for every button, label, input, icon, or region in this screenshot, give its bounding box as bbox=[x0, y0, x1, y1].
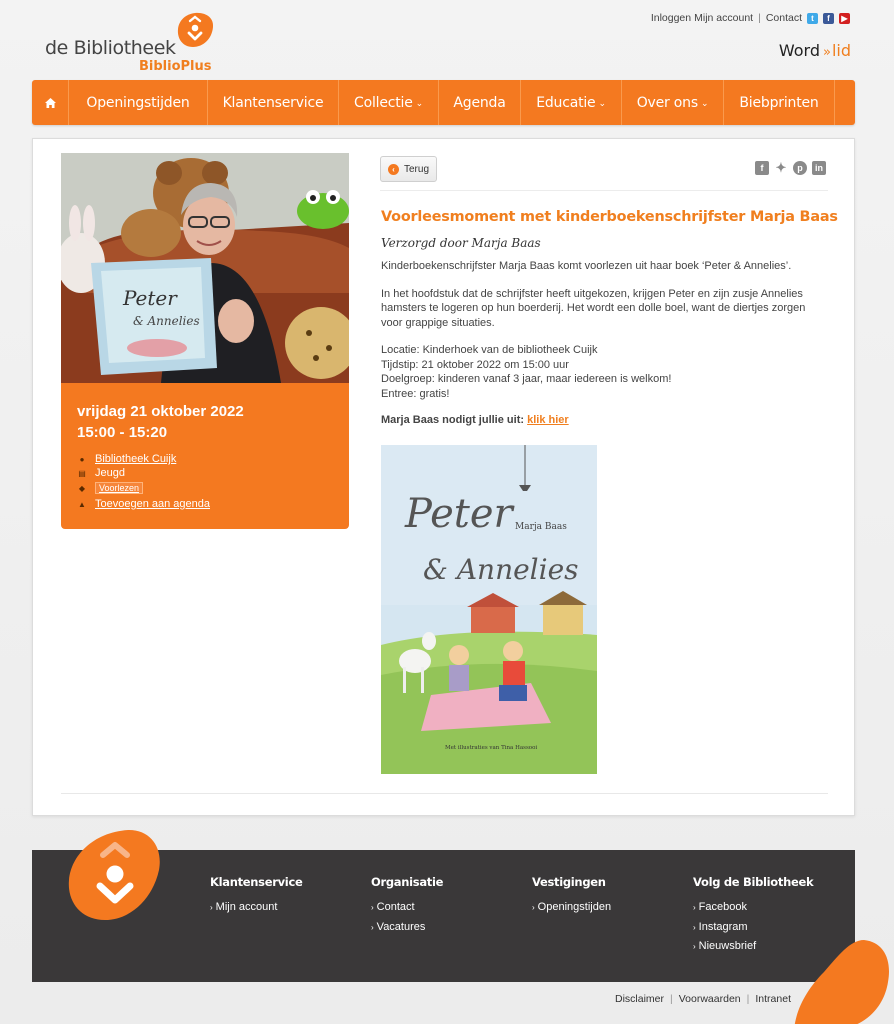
audience-icon: ▤ bbox=[78, 468, 86, 478]
nav-item-over-ons[interactable] bbox=[622, 80, 724, 125]
twitter-icon[interactable]: t bbox=[807, 13, 818, 24]
facebook-icon[interactable]: f bbox=[823, 13, 834, 24]
divider: | bbox=[670, 993, 673, 1005]
invite-line bbox=[381, 414, 821, 426]
invite-link[interactable]: klik hier bbox=[527, 414, 569, 426]
article-content bbox=[381, 207, 838, 426]
calendar-add-icon: ▲ bbox=[78, 499, 86, 509]
event-time-text: 15:00 - 15:20 bbox=[77, 424, 168, 441]
info-entry: Entree: gratis! bbox=[381, 387, 450, 400]
footer-link-label: Vacatures bbox=[376, 920, 426, 933]
invite-text: Marja Baas nodigt jullie uit: bbox=[381, 414, 525, 426]
nav-label: Over ons bbox=[636, 94, 698, 111]
footer-link[interactable] bbox=[371, 918, 443, 938]
footer-link-label: Contact bbox=[376, 901, 415, 913]
footer-col-title: Organisatie bbox=[371, 875, 444, 889]
article-subtitle: Verzorgd door Marja Baas bbox=[381, 236, 541, 250]
book-title-line2: & Annelies bbox=[423, 553, 579, 586]
double-arrow-icon: » bbox=[822, 45, 831, 60]
disclaimer-link[interactable]: Disclaimer bbox=[615, 993, 665, 1005]
chevron-right-icon: › bbox=[371, 903, 374, 912]
divider: | bbox=[758, 12, 761, 24]
nav-label: Openingstijden bbox=[86, 94, 190, 111]
footer-link-label: Openingstijden bbox=[537, 901, 612, 913]
nav-label: Educatie bbox=[536, 94, 596, 111]
divider bbox=[61, 793, 828, 794]
divider: | bbox=[746, 993, 750, 1005]
bottom-links bbox=[615, 993, 791, 1005]
footer-link[interactable] bbox=[210, 898, 302, 918]
footer-col-vestigingen bbox=[532, 875, 611, 918]
info-location: Locatie: Kinderhoek van de bibliotheek Cuijk bbox=[381, 344, 598, 356]
nav-item-agenda[interactable] bbox=[439, 80, 521, 125]
event-location bbox=[77, 453, 176, 465]
house-icon bbox=[44, 97, 57, 109]
my-account-link[interactable]: Mijn account bbox=[694, 12, 754, 24]
svg-text:& Annelies: & Annelies bbox=[133, 314, 200, 328]
chevron-right-icon: › bbox=[210, 903, 213, 912]
nav-label: Collectie bbox=[354, 94, 413, 111]
footer-link-label: Facebook bbox=[698, 901, 747, 913]
article-intro: Kinderboekenschrijfster Marja Baas komt voorlezen uit haar boek ‘Peter & Annelies’. bbox=[381, 260, 792, 272]
audience-text: Jeugd bbox=[95, 467, 125, 479]
footer bbox=[32, 850, 855, 982]
location-link[interactable]: Bibliotheek Cuijk bbox=[95, 453, 177, 465]
svg-text:Peter: Peter bbox=[123, 286, 177, 310]
share-buttons bbox=[755, 161, 826, 175]
back-arrow-icon: ‹ bbox=[388, 164, 399, 175]
footer-link[interactable] bbox=[532, 898, 611, 918]
contact-link[interactable]: Contact bbox=[765, 12, 802, 24]
home-icon[interactable] bbox=[32, 80, 69, 125]
youtube-icon[interactable]: ▶ bbox=[839, 13, 850, 24]
terms-link[interactable]: Voorwaarden bbox=[678, 993, 741, 1005]
event-date-text: vrijdag 21 oktober 2022 bbox=[77, 403, 244, 420]
library-logo[interactable] bbox=[45, 12, 220, 76]
logo-subtitle: BiblioPlus bbox=[139, 59, 212, 74]
library-logo-icon bbox=[67, 828, 163, 922]
login-link[interactable]: Inloggen bbox=[650, 12, 692, 24]
article-title: Voorleesmoment met kinderboekenschrijfster Marja Baas bbox=[381, 209, 838, 225]
chevron-right-icon: › bbox=[693, 942, 696, 951]
chevron-right-icon: › bbox=[693, 903, 696, 912]
nav-item-openingstijden[interactable] bbox=[69, 80, 208, 125]
book-author: Marja Baas bbox=[515, 522, 567, 532]
twitter-icon[interactable]: ✦ bbox=[775, 160, 787, 175]
nav-label: Agenda bbox=[453, 94, 506, 111]
footer-link-label: Nieuwsbrief bbox=[698, 940, 757, 952]
nav-label: Klantenservice bbox=[222, 94, 324, 111]
event-card bbox=[61, 153, 349, 529]
become-member-link[interactable] bbox=[779, 41, 851, 60]
top-links bbox=[651, 12, 850, 24]
footer-col-title: Klantenservice bbox=[210, 875, 303, 889]
event-add-to-calendar bbox=[77, 498, 210, 510]
chevron-right-icon: › bbox=[693, 922, 696, 932]
footer-col-title: Volg de Bibliotheek bbox=[693, 875, 814, 889]
linkedin-icon[interactable]: in bbox=[812, 161, 826, 175]
nav-item-klantenservice[interactable] bbox=[208, 80, 339, 125]
footer-link[interactable] bbox=[371, 898, 443, 918]
become-member-lid: lid bbox=[831, 41, 851, 60]
chevron-right-icon: › bbox=[371, 922, 374, 932]
footer-link[interactable] bbox=[693, 918, 813, 938]
divider bbox=[380, 190, 828, 191]
intranet-link[interactable]: Intranet bbox=[755, 993, 791, 1005]
event-date bbox=[77, 401, 244, 443]
footer-col-klantenservice bbox=[210, 875, 302, 918]
facebook-icon[interactable]: f bbox=[755, 161, 769, 175]
book-illustrator: Met illustraties van Tina Hassooi bbox=[445, 745, 538, 751]
footer-col-organisatie bbox=[371, 875, 443, 937]
chevron-right-icon: › bbox=[532, 903, 535, 912]
chevron-down-icon: ⌄ bbox=[700, 99, 709, 109]
footer-link-label: Mijn account bbox=[215, 901, 278, 913]
footer-link[interactable] bbox=[693, 898, 813, 918]
logo-mark-icon bbox=[176, 12, 214, 48]
become-member-word: Word bbox=[778, 41, 820, 60]
nav-label: Biebprinten bbox=[739, 94, 819, 111]
location-pin-icon: ● bbox=[79, 454, 85, 464]
add-to-agenda-link[interactable]: Toevoegen aan agenda bbox=[95, 498, 210, 510]
footer-col-title: Vestigingen bbox=[532, 875, 606, 889]
nav-item-collectie[interactable] bbox=[339, 80, 439, 125]
decorative-blob bbox=[794, 938, 894, 1024]
info-audience: Doelgroep: kinderen vanaf 3 jaar, maar iedereen is welkom! bbox=[381, 373, 672, 385]
tag-voorlezen[interactable]: Voorlezen bbox=[95, 482, 143, 494]
event-audience bbox=[77, 467, 125, 479]
main-navigation bbox=[32, 80, 855, 125]
chevron-down-icon: ⌄ bbox=[415, 99, 423, 109]
event-info bbox=[381, 343, 821, 401]
footer-link-label: Instagram bbox=[698, 920, 748, 933]
logo-title: de Bibliotheek bbox=[45, 37, 176, 59]
main-panel bbox=[32, 138, 855, 816]
back-button[interactable] bbox=[380, 156, 437, 182]
nav-item-educatie[interactable] bbox=[521, 80, 622, 125]
nav-item-biebprinten[interactable] bbox=[724, 80, 835, 125]
chevron-down-icon: ⌄ bbox=[598, 99, 606, 109]
pinterest-icon[interactable]: p bbox=[793, 161, 807, 175]
book-cover-image bbox=[381, 445, 597, 774]
event-photo bbox=[61, 153, 349, 383]
article-body: In het hoofdstuk dat de schrijfster heeft uitgekozen, krijgen Peter en zijn zusje Annelies hamsters te logeren op hun boerderij. Het wordt een dolle boel, want de diertjes zorgen voor grappige situaties. bbox=[381, 287, 806, 329]
back-label: Terug bbox=[404, 163, 430, 175]
book-title-line1: Peter bbox=[405, 491, 513, 537]
info-time: Tijdstip: 21 oktober 2022 om 15:00 uur bbox=[381, 358, 569, 371]
event-tags bbox=[77, 482, 143, 494]
tag-icon: ◆ bbox=[78, 483, 86, 493]
